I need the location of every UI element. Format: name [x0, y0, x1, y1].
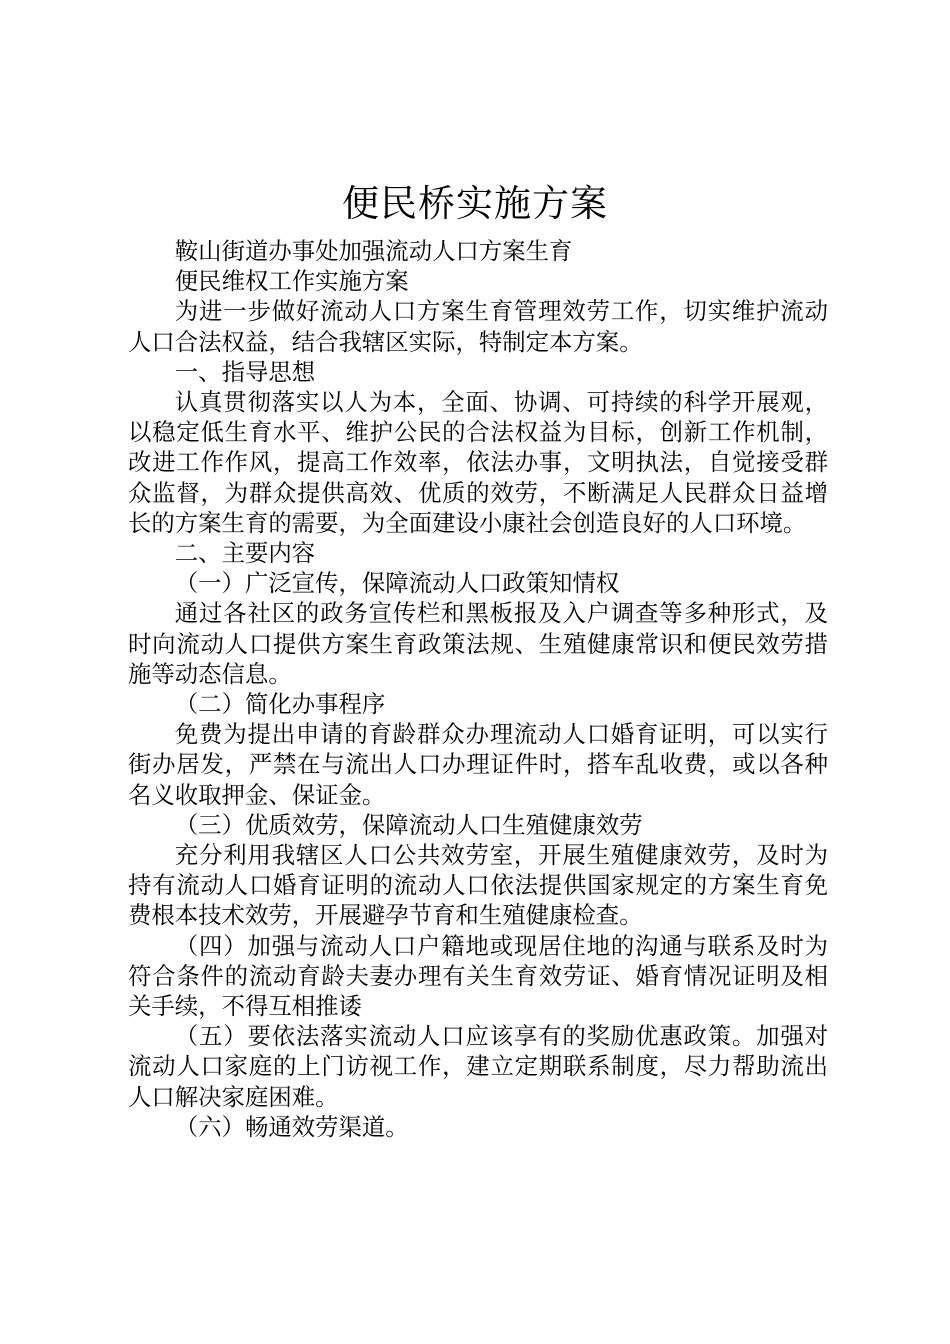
section-heading-main-content: 二、主要内容 [174, 539, 316, 568]
item-1-heading: （一）广泛宣传，保障流动人口政策知情权 [174, 569, 620, 598]
document-title: 便民桥实施方案 [342, 182, 608, 225]
item-5-paragraph: （五）要依法落实流动人口应该享有的奖励优惠政策。加强对流动人口家庭的上门访视工作，建立定期联系制度，尽力帮助流出人口解决家庭困难。 [128, 1022, 828, 1111]
item-3-paragraph: 充分利用我辖区人口公共效劳室，开展生殖健康效劳，及时为持有流动人口婚育证明的流动人口依法提供国家规定的方案生育免费根本技术效劳，开展避孕节育和生殖健康检查。 [128, 841, 828, 930]
intro-paragraph: 为进一步做好流动人口方案生育管理效劳工作，切实维护流动人口合法权益，结合我辖区实际，特制定本方案。 [128, 297, 828, 356]
section-heading-guiding-ideology: 一、指导思想 [174, 357, 316, 386]
subtitle-line-1: 鞍山街道办事处加强流动人口方案生育 [174, 237, 573, 265]
item-3-heading: （三）优质效劳，保障流动人口生殖健康效劳 [174, 810, 643, 839]
item-2-heading: （二）简化办事程序 [174, 690, 386, 719]
item-4-paragraph: （四）加强与流动人口户籍地或现居住地的沟通与联系及时为符合条件的流动育龄夫妻办理有关生育效劳证、婚育情况证明及相关手续，不得互相推诿 [128, 931, 828, 1021]
guiding-ideology-paragraph: 认真贯彻落实以人为本，全面、协调、可持续的科学开展观，以稳定低生育水平、维护公民的合法权益为目标，创新工作机制，改进工作作风，提高工作效率，依法办事，文明执法，自觉接受群众监督，为群众提供高效、优质的效劳，不断满足人民群众日益增长的方案生育的需要，为全面建设小康社会创造良好的人口环境。 [128, 388, 828, 537]
document-body [128, 236, 828, 1142]
item-2-paragraph: 免费为提出申请的育龄群众办理流动人口婚育证明，可以实行街办居发，严禁在与流出人口办理证件时，搭车乱收费，或以各种名义收取押金、保证金。 [128, 720, 828, 809]
subtitle-line-2: 便民维权工作实施方案 [174, 267, 409, 296]
item-1-paragraph: 通过各社区的政务宣传栏和黑板报及入户调查等多种形式，及时向流动人口提供方案生育政策法规、生殖健康常识和便民效劳措施等动态信息。 [128, 599, 828, 688]
item-6-heading: （六）畅通效劳渠道。 [174, 1112, 409, 1141]
